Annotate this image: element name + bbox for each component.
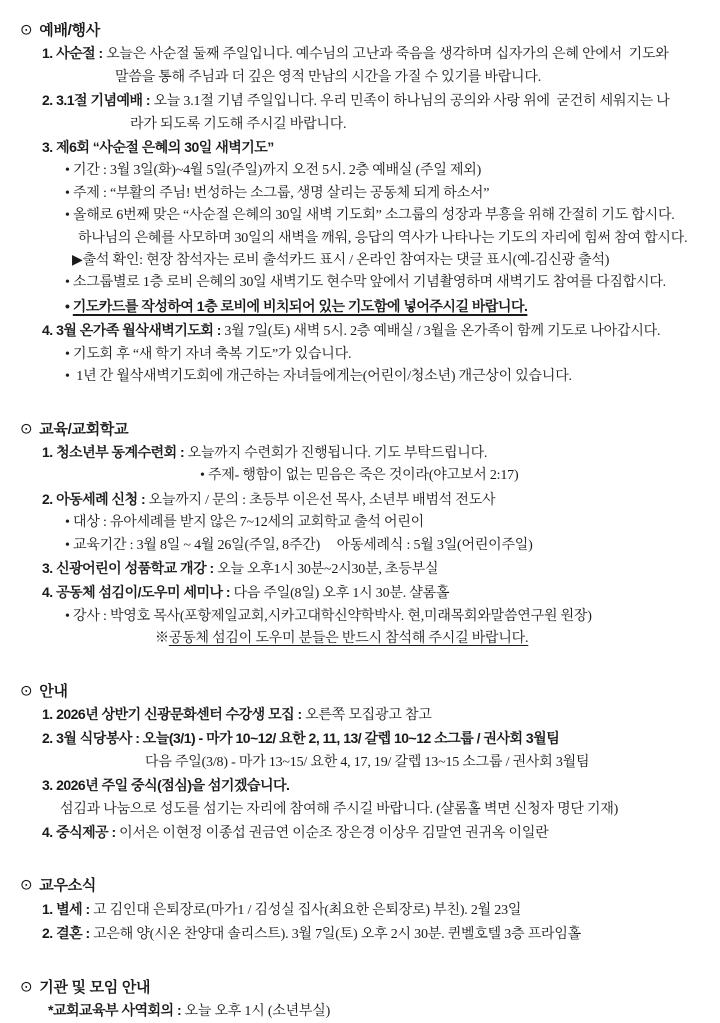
text-line <box>0 319 720 343</box>
text-line <box>0 703 720 727</box>
text-segment: 다음 주일(3/8) - 마가 13~15/ 요한 4, 17, 19/ 갈렙 13~15 소그룹 / 권사회 3월팀 <box>145 754 590 770</box>
text-segment: 2. 3월 식당봉사 : 오늘(3/1) - 마가 10~12/ 요한 2, 11, 13/ 갈렙 10~12 소그룹 / 권사회 3월팀 <box>42 730 560 747</box>
section-header <box>0 419 720 441</box>
text-segment: 하나님의 은혜를 사모하며 30일의 새벽을 깨워, 응답의 역사가 나타나는 기도의 자리에 힘써 참여 합시다. <box>78 230 688 246</box>
text-segment: 3월 7일(토) 새벽 5시. 2층 예배실 / 3월을 온가족이 함께 기도로 나아갑시다. <box>224 324 661 340</box>
text-line <box>0 114 720 136</box>
text-line <box>0 512 720 534</box>
text-line <box>0 488 720 512</box>
text-line <box>0 557 720 581</box>
section-education-church-school <box>0 419 720 651</box>
text-line <box>0 606 720 628</box>
section-header <box>0 977 720 999</box>
text-line <box>0 160 720 182</box>
text-segment: 공동체 섬김이 도우미 분들은 반드시 참석해 주시길 바랍니다. <box>168 631 529 647</box>
text-line <box>0 581 720 605</box>
text-line <box>0 898 720 922</box>
text-segment: • 소그룹별로 1층 로비 은혜의 30일 새벽기도 현수막 앞에서 기념촬영하며 새벽기도 참여를 다짐합시다. <box>65 275 666 291</box>
text-segment: • 주제 : “부활의 주님! 번성하는 소그룹, 생명 살리는 공동체 되게 하소서” <box>65 185 490 201</box>
text-segment: 섬김과 나눔으로 성도를 섬기는 자리에 참여해 주시길 바랍니다. (샬롬홀 벽면 신청자 명단 기재) <box>60 801 619 817</box>
text-segment: 1. 청소년부 동계수련회 : <box>42 443 188 460</box>
text-line <box>0 205 720 227</box>
text-segment: 고 김인대 은퇴장로(마가1 / 김성실 집사(최요한 은퇴장로) 부친). 2월 23일 <box>93 902 522 918</box>
section-organizations-meetings <box>0 977 720 1023</box>
text-segment: 1. 2026년 상반기 신광문화센터 수강생 모집 : <box>42 705 306 722</box>
text-segment: 2. 결혼 : <box>42 925 94 942</box>
text-line <box>0 295 720 319</box>
text-line <box>0 344 720 366</box>
text-segment: 이서은 이현정 이종섭 권금연 이순조 장은경 이상우 김말연 권귀옥 이일란 <box>119 826 549 841</box>
text-segment: 1. 사순절 : <box>42 45 107 62</box>
text-line <box>0 89 720 113</box>
text-segment: 고은해 양(시온 찬양대 솔리스트). 3월 7일(토) 오후 2시 30분. 퀸벨호텔 3층 프라임홀 <box>93 927 582 943</box>
section-header <box>0 681 720 703</box>
section-title: 교우소식 <box>39 877 97 895</box>
text-line <box>0 228 720 250</box>
text-segment: 오늘은 사순절 둘째 주일입니다. 예수님의 고난과 죽음을 생각하며 십자가의 은혜 안에서 기도와 <box>106 47 669 63</box>
text-segment: 4. 공동체 섬김이/도우미 세미나 : <box>42 584 234 601</box>
text-line <box>0 535 720 557</box>
text-line <box>0 774 720 798</box>
bullseye-icon: ⊙ <box>20 420 33 437</box>
text-segment: 오늘까지 수련회가 진행됩니다. 기도 부탁드립니다. <box>187 445 488 461</box>
text-segment: 3. 신광어린이 성품학교 개강 : <box>42 559 218 576</box>
text-line <box>0 628 720 650</box>
section-title: 안내 <box>39 682 68 700</box>
text-line <box>0 272 720 294</box>
text-segment: 오늘 3.1절 기념 주일입니다. 우리 민족이 하나님의 공의와 사랑 위에 굳건히 세워지는 나 <box>153 94 670 110</box>
text-segment: 2. 아동세례 신청 : <box>42 490 149 507</box>
text-segment: 2. 3.1절 기념예배 : <box>42 92 154 109</box>
text-segment: 오늘 오후1시 30분~2시30분, 초등부실 <box>217 561 439 577</box>
text-line <box>0 183 720 205</box>
text-line <box>0 821 720 845</box>
text-segment: • 기간 : 3월 3일(화)~4월 5일(주일)까지 오전 5시. 2층 예배실 (주일 제외) <box>65 163 482 179</box>
text-segment: 다음 주일(8일) 오후 1시 30분. 샬롬홀 <box>233 586 450 602</box>
text-line <box>0 465 720 487</box>
text-segment: ▶출석 확인: 현장 참석자는 로비 출석카드 표시 / 온라인 참여자는 댓글 표시(예-김신광 출석) <box>72 253 610 269</box>
text-segment: 말씀을 통해 주님과 더 깊은 영적 만남의 시간을 가질 수 있기를 바랍니다. <box>115 69 541 85</box>
text-line <box>0 136 720 160</box>
text-segment: *교회교육부 사역회의 : <box>48 1002 185 1019</box>
text-segment: • 대상 : 유아세례를 받지 않은 7~12세의 교회학교 출석 어린이 <box>65 515 424 531</box>
text-segment: 4. 중식제공 : <box>42 824 120 840</box>
text-segment: 1. 별세 : <box>42 900 94 917</box>
text-segment: 오늘 오후 1시 (소년부실) <box>184 1004 331 1020</box>
text-segment: 3. 2026년 주일 중식(점심)을 섬기겠습니다. <box>42 777 290 794</box>
section-information <box>0 681 720 846</box>
text-line <box>0 999 720 1023</box>
document-body <box>0 20 720 1023</box>
bullseye-icon: ⊙ <box>20 978 33 996</box>
section-worship-events <box>0 20 720 389</box>
text-segment: 오늘까지 / 문의 : 초등부 이은선 목사, 소년부 배범석 전도사 <box>148 492 496 508</box>
section-title: 교육/교회학교 <box>39 420 129 438</box>
section-title: 기관 및 모임 안내 <box>39 978 151 996</box>
text-segment: 기도카드를 작성하여 1층 로비에 비치되어 있는 기도함에 넣어주시길 바랍니다. <box>72 297 528 314</box>
bullseye-icon: ⊙ <box>20 21 33 39</box>
text-segment: • 강사 : 박영호 목사(포항제일교회,시카고대학신약학박사. 현,미래목회와말씀연구원 원장) <box>65 608 592 624</box>
text-segment: • <box>65 297 73 314</box>
bullseye-icon: ⊙ <box>20 682 33 700</box>
text-line <box>0 250 720 272</box>
text-line <box>0 922 720 946</box>
text-segment: ※ <box>155 631 169 647</box>
text-segment: • 주제- 행함이 없는 믿음은 죽은 것이라(야고보서 2:17) <box>200 468 519 484</box>
section-member-news <box>0 875 720 946</box>
bullseye-icon: ⊙ <box>20 876 33 894</box>
text-segment: • 기도회 후 “새 학기 자녀 축복 기도”가 있습니다. <box>65 346 352 362</box>
text-segment: • 교육기간 : 3월 8일 ~ 4월 26일(주일, 8주간) 아동세례식 : 5월 3일(어린이주일) <box>65 537 533 553</box>
text-line <box>0 752 720 774</box>
text-line <box>0 441 720 465</box>
text-line <box>0 67 720 89</box>
text-segment: 라가 되도록 기도해 주시길 바랍니다. <box>130 116 347 132</box>
section-header <box>0 20 720 42</box>
text-segment: • 올해로 6번째 맞은 “사순절 은혜의 30일 새벽 기도회” 소그룹의 성장과 부흥을 위해 간절히 기도 합시다. <box>65 208 675 224</box>
text-line <box>0 799 720 821</box>
text-line <box>0 727 720 751</box>
text-line <box>0 42 720 66</box>
text-segment: 3. 제6회 “사순절 은혜의 30일 새벽기도” <box>42 139 274 156</box>
section-header <box>0 875 720 897</box>
text-segment: 오른쪽 모집광고 참고 <box>305 707 432 723</box>
text-line <box>0 366 720 388</box>
section-title: 예배/행사 <box>39 22 100 39</box>
text-segment: • 1년 간 월삭새벽기도회에 개근하는 자녀들에게는(어린이/청소년) 개근상이 있습니다. <box>65 369 572 385</box>
text-segment: 4. 3월 온가족 월삭새벽기도회 : <box>42 322 225 339</box>
